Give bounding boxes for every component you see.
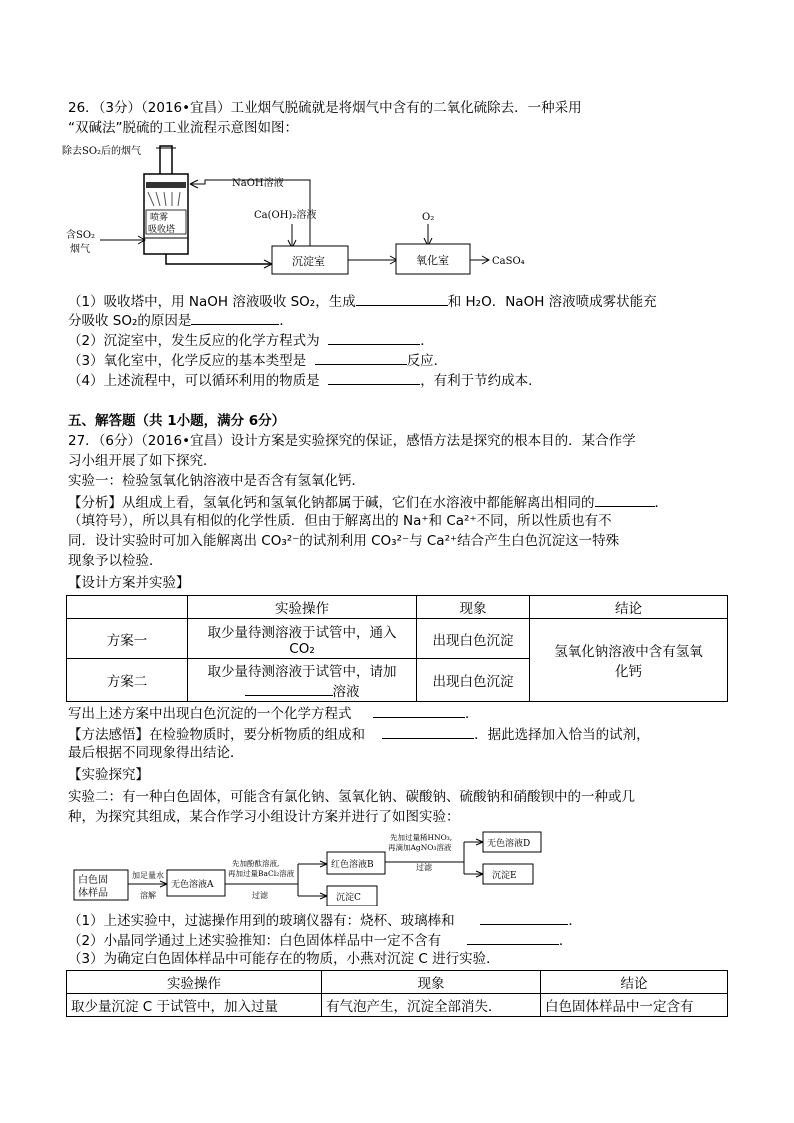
- answer-blank-10[interactable]: [480, 910, 568, 925]
- q27-sub1: （1）上述实验中，过滤操作用到的玻璃仪器有：烧杯、玻璃棒和 ．: [68, 910, 582, 930]
- conclusion-cell: 氢氧化钠溶液中含有氢氧 化钙: [530, 619, 728, 702]
- plan-two-phenomenon: 出现白色沉淀: [417, 659, 530, 702]
- table-header: 实验操作: [188, 596, 417, 619]
- answer-blank-4[interactable]: [315, 350, 407, 365]
- table-cell-conclusion: 白色固体样品中一定含有: [541, 994, 728, 1017]
- q27-line8: 【设计方案并实验】: [68, 575, 190, 591]
- table-header-blank: [67, 596, 188, 619]
- q26-line2: “双碱法”脱硫的工业流程示意图如图：: [68, 120, 298, 136]
- q27-line12: 【实验探究】: [68, 767, 149, 783]
- answer-blank-8[interactable]: [373, 703, 465, 718]
- step2-label-2: 再加过量BaCl₂溶液: [228, 869, 295, 878]
- q26-p2: （2）沉淀室中，发生反应的化学方程式为 ．: [68, 330, 434, 350]
- step1-label-1: 加足量水: [132, 871, 164, 880]
- table-header: 现象: [322, 971, 541, 994]
- precipitation-room-label: 沉淀室: [292, 255, 325, 268]
- solution-d-label: 无色溶液D: [487, 839, 531, 849]
- precipitate-e-label: 沉淀E: [492, 871, 517, 881]
- step2-label-3: 过滤: [252, 891, 268, 900]
- q27-line9: 写出上述方案中出现白色沉淀的一个化学方程式 ．: [68, 703, 478, 723]
- section-title: 五、解答题（共 1小题，满分 6分）: [68, 413, 286, 429]
- q26-p3: （3）氧化室中，化学反应的基本类型是 反应．: [68, 350, 447, 370]
- answer-blank-7[interactable]: [245, 681, 333, 696]
- exhaust-label: 除去SO₂后的烟气: [62, 146, 142, 157]
- table-header: 现象: [417, 596, 530, 619]
- q27-sub2: （2）小晶同学通过上述实验推知：白色固体样品中一定不含有 ．: [68, 930, 572, 950]
- plan-one-label: 方案一: [67, 619, 188, 659]
- plan-two-operation: 取少量待测溶液于试管中，请加 溶液: [188, 659, 417, 702]
- product-label: CaSO₄: [492, 256, 525, 267]
- q27-line2: 习小组开展了如下探究．: [68, 453, 217, 469]
- inlet-label-2: 烟气: [70, 244, 90, 255]
- precipitate-c-label: 沉淀C: [336, 893, 361, 903]
- q27-line14: 种，为探究其组成，某合作学习小组设计方案并进行了如图实验：: [68, 809, 460, 825]
- table-header: 实验操作: [67, 971, 322, 994]
- q26-p4: （4）上述流程中，可以循环利用的物质是 ，有利于节约成本．: [68, 370, 542, 390]
- plan-two-label: 方案二: [67, 659, 188, 702]
- precipitate-c-table: [66, 970, 728, 1017]
- q26-p1c: 分吸收 SO₂的原因是 ．: [68, 310, 293, 330]
- sample-label-2: 体样品: [78, 888, 108, 899]
- q27-line10: 【方法感悟】在检验物质时，要分析物质的组成和 ．据此选择加入恰当的试剂，: [68, 724, 650, 744]
- q27-line6: 同．设计实验时可加入能解离出 CO₃²⁻的试剂利用 CO₃²⁻与 Ca²⁺结合产生白色沉淀这一特殊: [68, 533, 620, 549]
- spray-bar: [146, 182, 186, 188]
- q27-line4: 【分析】从组成上看，氢氧化钙和氢氧化钠都属于碱，它们在水溶液中都能解离出相同的 ．: [68, 492, 668, 512]
- oxidation-room-label: 氧化室: [416, 254, 449, 267]
- q27-line13: 实验二：有一种白色固体，可能含有氯化钠、氢氧化钠、碳酸钠、硫酸钠和硝酸钡中的一种或几: [68, 789, 635, 805]
- naoh-label: NaOH溶液: [232, 178, 284, 189]
- sample-label-1: 白色固: [78, 875, 108, 886]
- step3-label-3: 过滤: [416, 863, 432, 872]
- answer-blank-3[interactable]: [328, 330, 420, 345]
- o2-label: O₂: [422, 212, 435, 223]
- design-table: [66, 595, 728, 702]
- answer-blank-1[interactable]: [356, 291, 448, 306]
- solution-a-label: 无色溶液A: [171, 880, 214, 890]
- answer-blank-11[interactable]: [467, 930, 559, 945]
- q27-line5: （填符号），所以具有相似的化学性质．但由于解离出的 Na⁺和 Ca²⁺不同，所以性质也有不: [68, 513, 612, 529]
- answer-blank-9[interactable]: [382, 724, 474, 739]
- tower-chimney: [160, 146, 172, 174]
- table-header: 结论: [541, 971, 728, 994]
- q27-line3: 实验一：检验氢氧化钠溶液中是否含有氢氧化钙．: [68, 473, 365, 489]
- step2-label-1: 先加酚酞溶液,: [232, 859, 280, 868]
- spray-label: 喷雾: [150, 213, 169, 223]
- solution-b-label: 红色溶液B: [331, 860, 374, 870]
- q26-p1: （1）吸收塔中，用 NaOH 溶液吸收 SO₂，生成 和 H₂O．NaOH 溶液喷成雾状能充: [68, 291, 657, 311]
- q27-line11: 最后根据不同现象得出结论．: [68, 745, 244, 761]
- inlet-label-1: 含SO₂: [66, 230, 96, 241]
- q26-line1: 26．（3分）（2016•宜昌）工业烟气脱硫就是将烟气中含有的二氧化硫除去．一种采用: [68, 100, 582, 116]
- plan-one-operation: 取少量待测溶液于试管中，通入 CO₂: [188, 619, 417, 659]
- q27-sub3: （3）为确定白色固体样品中可能存在的物质，小燕对沉淀 C 进行实验．: [68, 951, 500, 967]
- q27-line7: 现象予以检验．: [68, 553, 163, 569]
- experiment-flow-diagram: [72, 826, 552, 906]
- q27-line1: 27．（6分）（2016•宜昌）设计方案是实验探究的保证，感悟方法是探究的根本目的．某合作学: [68, 433, 636, 449]
- step3-label-2: 再滴加AgNO₃溶液: [388, 843, 452, 852]
- desulfurization-flow-diagram: [60, 140, 540, 280]
- answer-blank-5[interactable]: [328, 370, 420, 385]
- table-cell-operation: 取少量沉淀 C 于试管中，加入过量: [67, 994, 322, 1017]
- table-cell-phenomenon: 有气泡产生，沉淀全部消失．: [322, 994, 541, 1017]
- step3-label-1: 先加过量稀HNO₃,: [390, 833, 453, 842]
- caoh-label: Ca(OH)₂溶液: [254, 210, 317, 221]
- answer-blank-6[interactable]: [595, 492, 655, 507]
- step1-label-2: 溶解: [140, 891, 156, 900]
- plan-one-phenomenon: 出现白色沉淀: [417, 619, 530, 659]
- table-header: 结论: [530, 596, 728, 619]
- answer-blank-2[interactable]: [191, 310, 279, 325]
- tower-label: 吸收塔: [148, 225, 176, 235]
